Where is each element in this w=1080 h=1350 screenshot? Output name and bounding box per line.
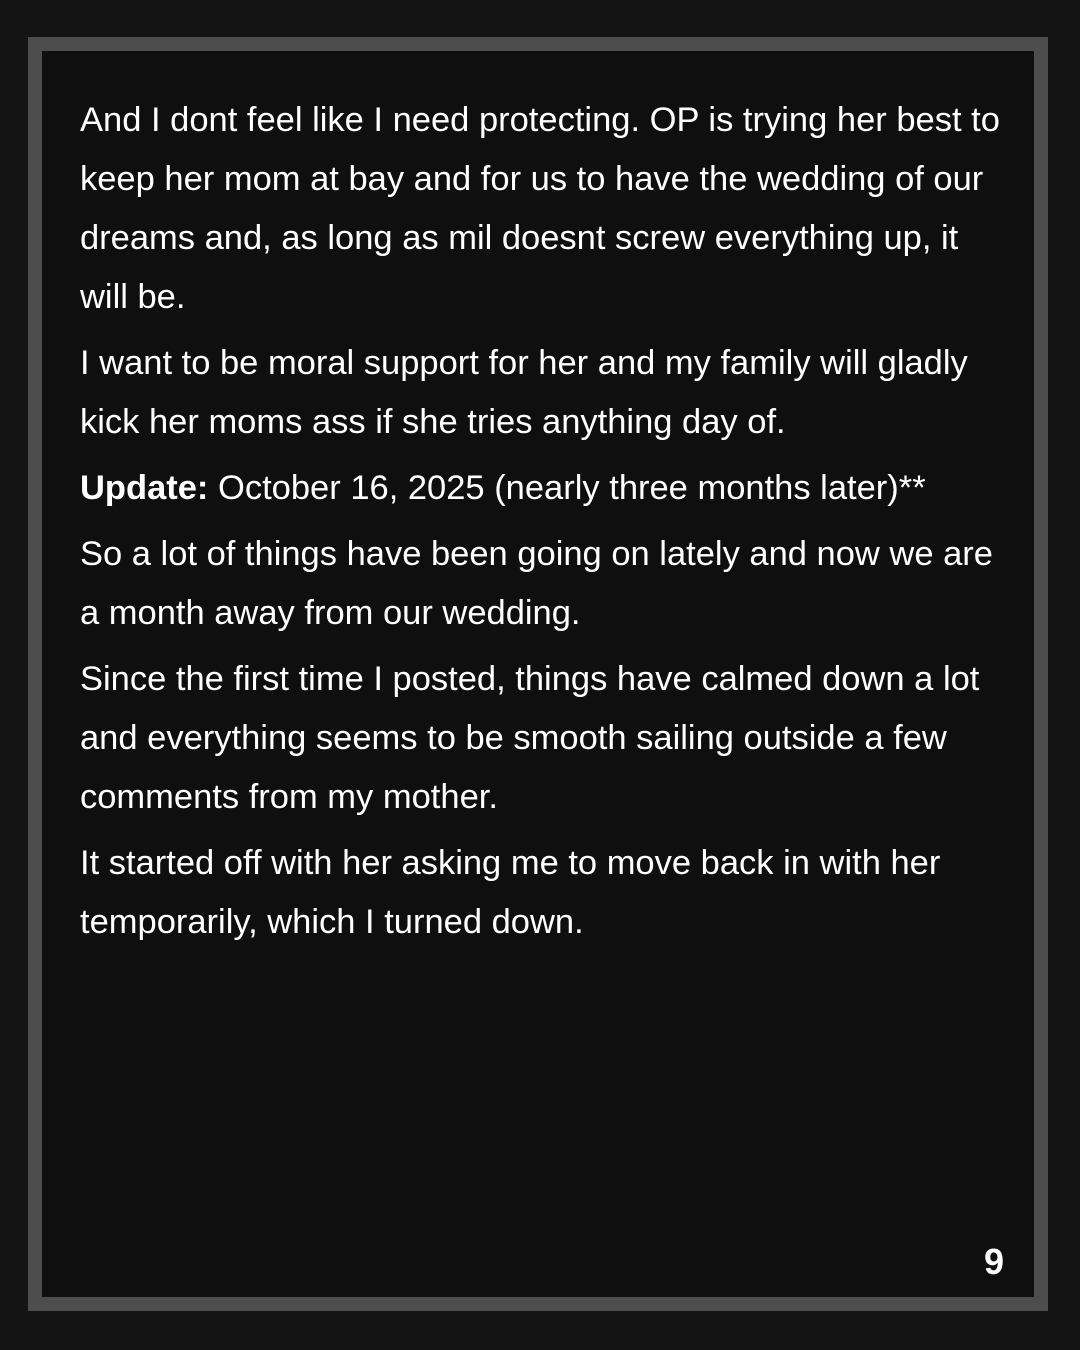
page-number: 9	[983, 1241, 1004, 1282]
paragraph: So a lot of things have been going on lately and now we are a month away from our wedding.	[80, 535, 993, 632]
story-text	[80, 91, 1000, 959]
story-card	[28, 37, 1048, 1311]
paragraph: It started off with her asking me to move back in with her temporarily, which I turned down.	[80, 844, 941, 941]
update-text: October 16, 2025 (nearly three months later)**	[208, 469, 926, 507]
update-paragraph	[80, 459, 1000, 518]
paragraph: I want to be moral support for her and my family will gladly kick her moms ass if she tries anything day of.	[80, 344, 968, 441]
update-label: Update:	[80, 469, 209, 507]
paragraph: Since the first time I posted, things have calmed down a lot and everything seems to be smooth sailing outside a few comments from my mother.	[80, 660, 980, 816]
paragraph: And I dont feel like I need protecting. OP is trying her best to keep her mom at bay and for us to have the wedding of our dreams and, as long as mil doesnt screw everything up, it will be.	[80, 101, 1000, 316]
